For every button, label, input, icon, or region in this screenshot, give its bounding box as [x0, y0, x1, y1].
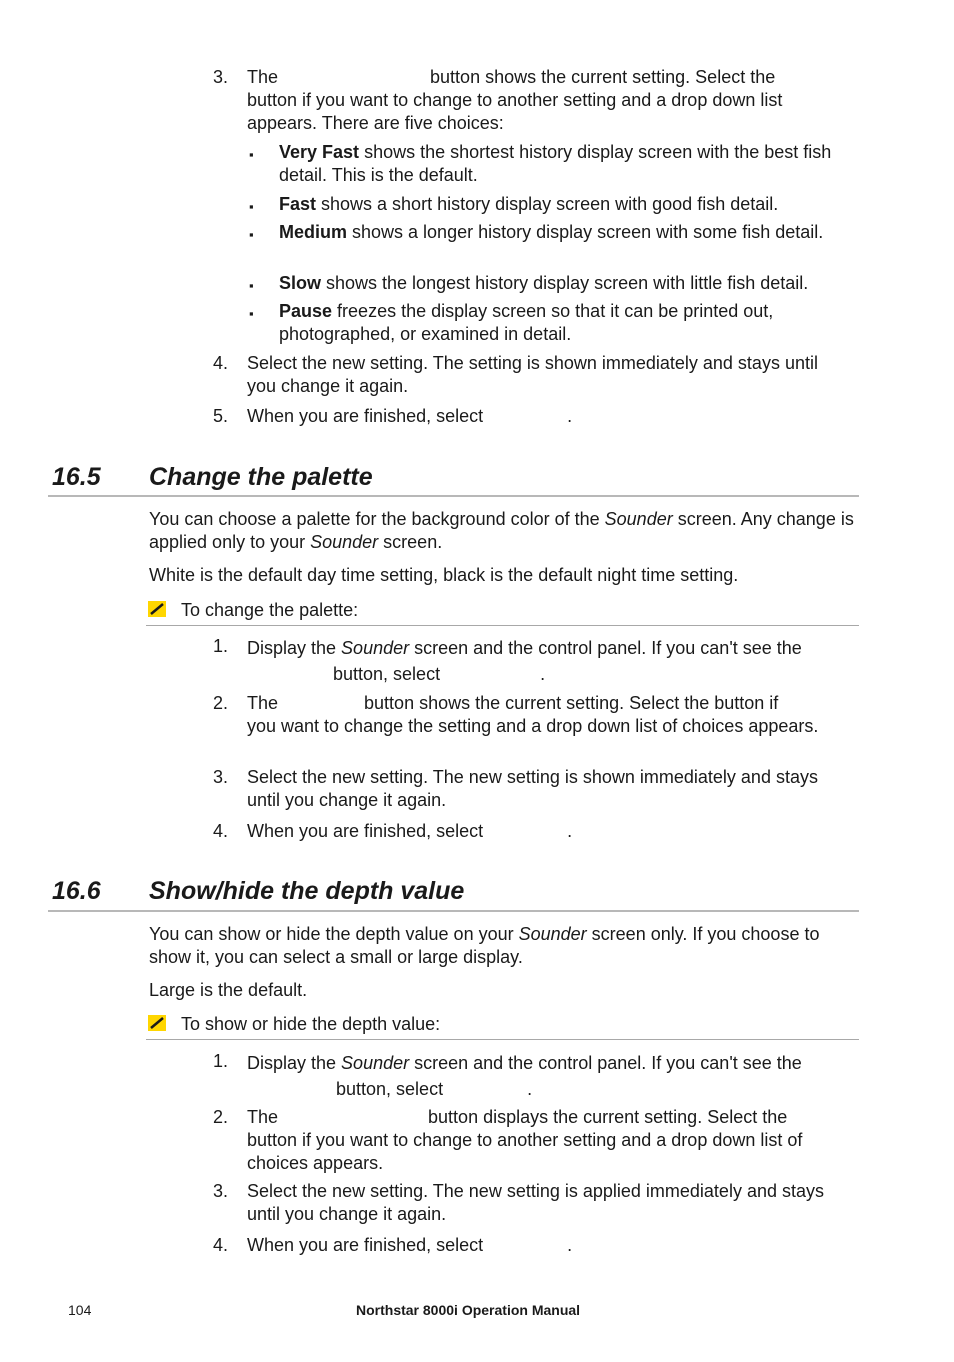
step-text: Select the new setting. The new setting is applied immediately and stays until you change it again.	[247, 1181, 824, 1224]
step-number: 1.	[213, 636, 229, 656]
bullet-item: Medium shows a longer history display screen with some fish detail.	[279, 222, 824, 242]
section-heading	[52, 462, 373, 492]
section-title: Change the palette	[149, 463, 373, 491]
step-number: 4.	[213, 353, 229, 373]
paragraph: You can show or hide the depth value on your Sounder screen only. If you choose to show it, you can select a small or large display.	[149, 924, 820, 967]
procedure-rule	[146, 625, 859, 626]
section-title: Show/hide the depth value	[149, 877, 465, 905]
step-number: 3.	[213, 1181, 229, 1201]
pencil-icon	[148, 601, 166, 617]
section-number: 16.6	[52, 877, 101, 905]
heading-rule	[48, 495, 859, 497]
step-text: The button displays the current setting. Select the button if you want to change to another setting and a drop down list of choices appears.	[247, 1107, 803, 1173]
step-number: 1.	[213, 1051, 229, 1071]
paragraph: You can choose a palette for the background color of the Sounder screen. Any change is applied only to your Sounder screen.	[149, 509, 854, 552]
step-text: Display the Sounder screen and the control panel. If you can't see the button, select .	[247, 638, 802, 684]
procedure-title: To change the palette:	[181, 600, 359, 620]
pencil-icon	[148, 1015, 166, 1031]
bullet-item: Very Fast shows the shortest history display screen with the best fish detail. This is the default.	[279, 142, 832, 185]
section-heading	[52, 876, 464, 906]
step-number: 4.	[213, 1235, 229, 1255]
step-text: When you are finished, select .	[247, 406, 573, 426]
bullet-marker: ▪	[249, 199, 254, 214]
footer-title: Northstar 8000i Operation Manual	[356, 1302, 581, 1318]
bullet-marker: ▪	[249, 227, 254, 242]
step-number: 3.	[213, 67, 229, 87]
step-text: Display the Sounder screen and the control panel. If you can't see the button, select .	[247, 1053, 802, 1099]
procedure-title: To show or hide the depth value:	[181, 1014, 441, 1034]
step-text: Select the new setting. The new setting is shown immediately and stays until you change it again.	[247, 767, 818, 810]
paragraph: Large is the default.	[149, 980, 308, 1000]
step-text: Select the new setting. The setting is shown immediately and stays until you change it again.	[247, 353, 818, 396]
bullet-marker: ▪	[249, 278, 254, 293]
paragraph: White is the default day time setting, black is the default night time setting.	[149, 565, 739, 585]
step-number: 3.	[213, 767, 229, 787]
step-number: 2.	[213, 693, 229, 713]
bullet-marker: ▪	[249, 306, 254, 321]
step-number: 4.	[213, 821, 229, 841]
section-number: 16.5	[52, 463, 101, 491]
heading-rule	[48, 910, 859, 912]
bullet-item: Slow shows the longest history display screen with little fish detail.	[279, 273, 809, 293]
step-number: 2.	[213, 1107, 229, 1127]
bullet-marker: ▪	[249, 147, 254, 162]
step-text: The button shows the current setting. Select the button if you want to change to another setting and a drop down list appears. There are five choices:	[247, 67, 783, 133]
step-text: The button shows the current setting. Select the button if you want to change the setting and a drop down list of choices appears.	[247, 693, 819, 736]
bullet-item: Pause freezes the display screen so that it can be printed out, photographed, or examined in detail.	[279, 301, 774, 344]
page-number: 104	[68, 1302, 92, 1318]
step-text: When you are finished, select .	[247, 1235, 573, 1255]
step-text: When you are finished, select .	[247, 821, 573, 841]
step-number: 5.	[213, 406, 229, 426]
procedure-rule	[146, 1039, 859, 1040]
bullet-item: Fast shows a short history display screen with good fish detail.	[279, 194, 779, 214]
